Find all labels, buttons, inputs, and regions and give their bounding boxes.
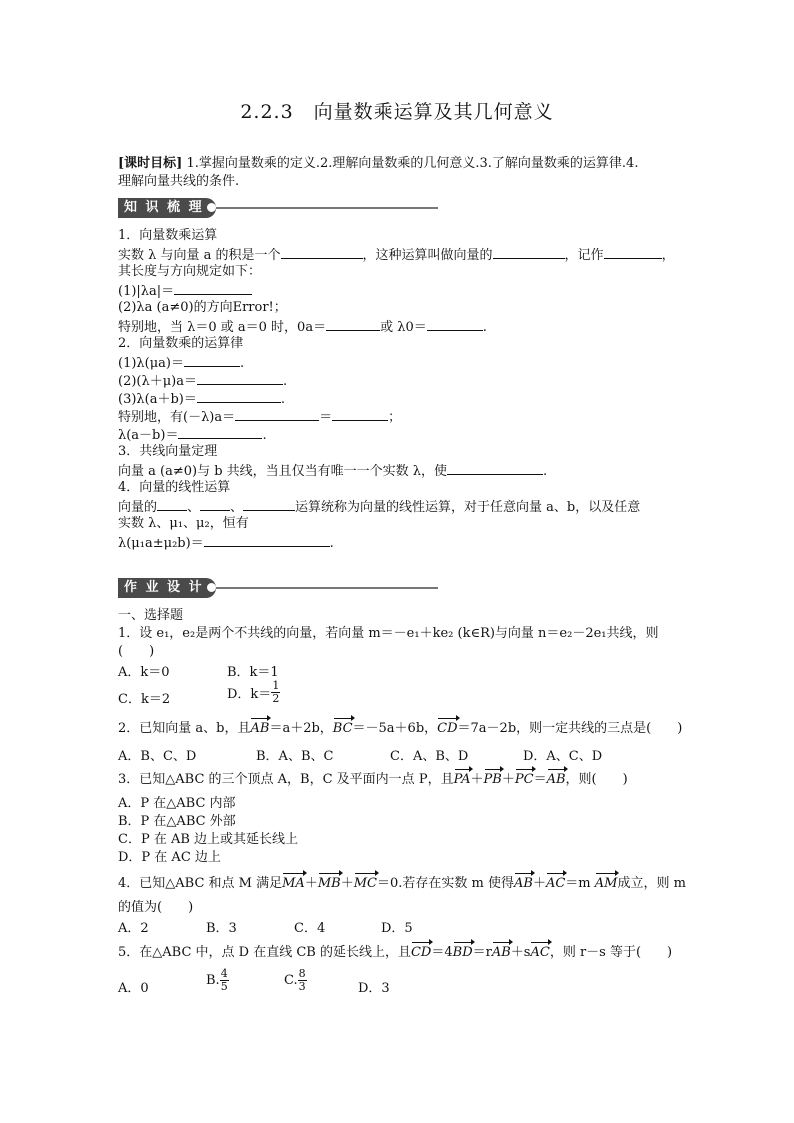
q2-option-d: D．A、C、D (523, 749, 603, 764)
vector-mb: MB (317, 876, 341, 891)
knowledge-line-4: (2)λa (a≠0)的方向Error!； (118, 300, 287, 315)
vector-mc: MC (353, 876, 377, 891)
vector-ab: AB (546, 772, 566, 787)
q5-option-d: D．3 (358, 981, 390, 996)
q2-option-c: C．A、B、D (390, 749, 469, 764)
rule-line-5: λ(a－b)＝ . (118, 425, 267, 445)
rule-line-2: (2)(λ＋μ)a＝ . (118, 371, 287, 391)
q3-option-d: D．P 在 AC 边上 (118, 850, 221, 865)
fraction: $\frac{8}{3}$ (298, 967, 306, 993)
fraction: $\frac{1}{2}$ (272, 679, 280, 705)
knowledge-heading-1: 1．向量数乘运算 (118, 228, 218, 243)
q5-option-a: A．0 (118, 981, 149, 996)
vector-ab: AB (491, 945, 511, 960)
fill-blank (332, 407, 388, 421)
vector-bc: BC (332, 721, 353, 736)
knowledge-heading-4: 4．向量的线性运算 (118, 480, 231, 495)
fill-blank (447, 461, 543, 475)
linear-op-line-3: λ(μ₁a±μ₂b)＝ . (118, 533, 334, 553)
fill-blank (604, 245, 662, 259)
q1-option-b: B．k＝1 (227, 665, 279, 680)
fill-blank (178, 425, 262, 439)
fraction: $\frac{4}{5}$ (220, 967, 228, 993)
vector-bd: BD (452, 945, 473, 960)
fill-blank (197, 371, 283, 385)
q1-option-c: C．k＝2 (118, 692, 171, 707)
knowledge-line-3: (1)|λa|＝ (118, 281, 252, 301)
q4-option-a: A．2 (118, 921, 149, 936)
fill-blank (427, 317, 483, 331)
question-3: 3．已知△ABC 的三个顶点 A，B，C 及平面内一点 P，且PA＋PB＋PC＝AB，则( ) (118, 772, 628, 787)
question-4-cont: 的值为( ) (118, 900, 194, 915)
vector-ab: AB (250, 721, 270, 736)
linear-op-line-1: 向量的 、 、 运算统称为向量的线性运算，对于任意向量 a、b，以及任意 (118, 497, 640, 517)
vector-pa: PA (453, 772, 471, 787)
section-label: 作 业 设 计 (118, 578, 216, 598)
rule-line-1: (1)λ(μa)＝ . (118, 353, 244, 373)
question-1: 1．设 e₁，e₂是两个不共线的向量，若向量 m＝－e₁＋ke₂ (k∈R)与向量 n＝e₂－2e₁共线，则 (118, 626, 659, 641)
vector-pc: PC (514, 772, 534, 787)
vector-cd: CD (410, 945, 432, 960)
fill-blank (235, 407, 319, 421)
question-2: 2．已知向量 a、b，且AB＝a＋2b，BC＝－5a＋6b，CD＝7a－2b，则一定共线的三点是( ) (118, 721, 683, 736)
q3-option-b: B．P 在△ABC 外部 (118, 814, 236, 829)
q3-option-c: C．P 在 AB 边上或其延长线上 (118, 832, 299, 847)
q4-option-c: C．4 (294, 921, 326, 936)
vector-am: AM (594, 876, 618, 891)
objectives-line-1 (118, 155, 638, 173)
fill-blank (243, 497, 295, 511)
vector-pb: PB (483, 772, 502, 787)
fill-blank (157, 497, 187, 511)
vector-ac: AC (530, 945, 550, 960)
dot-icon (207, 583, 216, 592)
q2-option-a: A．B、C、D (118, 749, 197, 764)
knowledge-heading-2: 2．向量数乘的运算律 (118, 336, 244, 351)
q3-option-a: A．P 在△ABC 内部 (118, 796, 236, 811)
part-heading: 一、选择题 (118, 608, 184, 623)
fill-blank (281, 245, 363, 259)
knowledge-line-5: 特别地，当 λ＝0 或 a＝0 时，0a＝ 或 λ0＝ . (118, 317, 487, 337)
fill-blank (197, 389, 281, 403)
section-label: 知 识 梳 理 (118, 198, 216, 218)
rule-line-4: 特别地，有(－λ)a＝ ＝ ； (118, 407, 401, 427)
fill-blank (326, 317, 380, 331)
objectives-label: [课时目标] (118, 156, 183, 171)
knowledge-line-1: 实数 λ 与向量 a 的积是一个 ，这种运算叫做向量的 ，记作 ， (118, 245, 675, 265)
vector-ac: AC (545, 876, 566, 891)
q1-option-a: A．k＝0 (118, 665, 170, 680)
vector-ab: AB (513, 876, 533, 891)
knowledge-line-2: 其长度与方向规定如下： (118, 264, 262, 279)
linear-op-line-2: 实数 λ、μ₁、μ₂，恒有 (118, 516, 249, 531)
collinear-line-1: 向量 a (a≠0)与 b 共线，当且仅当有唯一一个实数 λ，使 . (118, 461, 547, 481)
q5-option-b: B. $\frac{4}{5}$ (206, 967, 228, 993)
q5-option-c: C. $\frac{8}{3}$ (284, 967, 306, 993)
fill-blank (200, 497, 230, 511)
q2-option-b: B．A、B、C (256, 749, 334, 764)
vector-cd: CD (437, 721, 458, 736)
q4-option-b: B．3 (206, 921, 237, 936)
knowledge-heading-3: 3．共线向量定理 (118, 444, 218, 459)
section-rule (216, 207, 438, 209)
rule-line-3: (3)λ(a＋b)＝ . (118, 389, 285, 409)
vector-ma: MA (282, 876, 305, 891)
objectives-text-1: 1.掌握向量数乘的定义.2.理解向量数乘的几何意义.3.了解向量数乘的运算律.4. (186, 156, 639, 171)
q1-option-d: D．k＝ $\frac{1}{2}$ (227, 679, 280, 705)
fill-blank (493, 245, 565, 259)
page-title: 2.2.3 向量数乘运算及其几何意义 (240, 101, 554, 123)
fill-blank (184, 353, 240, 367)
question-1-bracket: ( ) (118, 644, 155, 659)
q4-option-d: D．5 (381, 921, 413, 936)
question-5: 5．在△ABC 中，点 D 在直线 CB 的延长线上，且CD＝4BD＝rAB＋sAC，则 r－s 等于( ) (118, 945, 673, 960)
fill-blank (174, 281, 252, 295)
dot-icon (207, 203, 216, 212)
section-rule (216, 587, 438, 589)
fill-blank (204, 533, 330, 547)
question-4: 4．已知△ABC 和点 M 满足MA＋MB＋MC＝0.若存在实数 m 使得AB＋AC＝m AM成立，则 m (118, 876, 686, 891)
objectives-line-2: 理解向量共线的条件. (118, 174, 240, 189)
